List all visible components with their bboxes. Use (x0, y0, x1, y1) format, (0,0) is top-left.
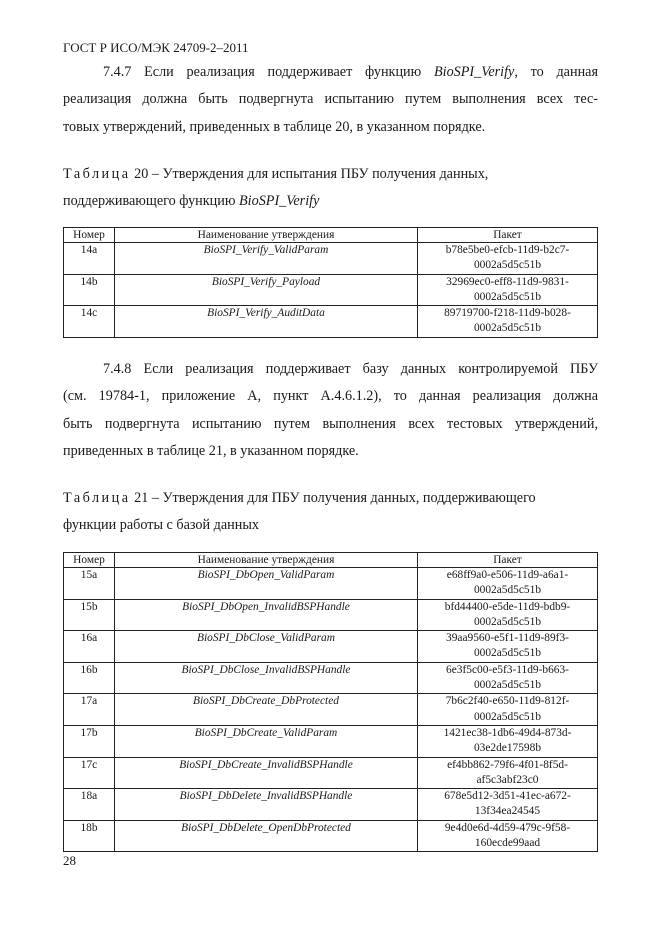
table-row (64, 306, 598, 338)
table-row (64, 568, 598, 600)
table-20 (63, 227, 598, 338)
cell-number: 16a (64, 631, 115, 663)
paragraph-line: 7.4.7 Если реализация поддерживает функцию BioSPI_Verify, то данная (103, 64, 598, 80)
cell-name: BioSPI_DbDelete_InvalidBSPHandle (115, 789, 418, 821)
table-21 (63, 552, 598, 852)
cell-package: 7b6c2f40-e650-11d9-812f- 0002a5d5c51b (418, 694, 598, 726)
cell-name: BioSPI_DbCreate_ValidParam (115, 725, 418, 757)
column-header-name: Наименование утверждения (115, 228, 418, 243)
cell-package: bfd44400-e5de-11d9-bdb9- 0002a5d5c51b (418, 599, 598, 631)
table-row (64, 662, 598, 694)
paragraph-line: товых утверждений, приведенных в таблице 20, в указанном порядке. (63, 118, 486, 135)
table-header-row (64, 553, 598, 568)
cell-package: 32969ec0-eff8-11d9-9831- 0002a5d5c51b (418, 274, 598, 306)
cell-package: 89719700-f218-11d9-b028- 0002a5d5c51b (418, 306, 598, 338)
cell-package: b78e5be0-efcb-11d9-b2c7- 0002a5d5c51b (418, 243, 598, 275)
column-header-number: Номер (64, 228, 115, 243)
table-row (64, 725, 598, 757)
cell-number: 18a (64, 789, 115, 821)
cell-package: 9e4d0e6d-4d59-479c-9f58- 160ecde99aad (418, 820, 598, 852)
cell-name: BioSPI_DbClose_ValidParam (115, 631, 418, 663)
cell-number: 14a (64, 243, 115, 275)
table-row (64, 631, 598, 663)
cell-name: BioSPI_DbClose_InvalidBSPHandle (115, 662, 418, 694)
table-row (64, 757, 598, 789)
table-21-caption: Таблица 21 – Утверждения для ПБУ получения данных, поддерживающего функции работы с базой данных (63, 490, 536, 534)
cell-number: 15a (64, 568, 115, 600)
table-row (64, 243, 598, 275)
cell-package: 39aa9560-e5f1-11d9-89f3- 0002a5d5c51b (418, 631, 598, 663)
column-header-number: Номер (64, 553, 115, 568)
paragraph-line: реализация должна быть подвергнута испытанию путем выполнения всех тес- (63, 91, 598, 108)
cell-name: BioSPI_DbDelete_OpenDbProtected (115, 820, 418, 852)
table-row (64, 694, 598, 726)
cell-name: BioSPI_Verify_AuditData (115, 306, 418, 338)
table-20-caption: Таблица 20 – Утверждения для испытания ПБУ получения данных, поддерживающего функцию BioSPI_Verify (63, 166, 489, 210)
paragraph-line: (см. 19784-1, приложение А, пункт А.4.6.1.2), то данная реализация должна (63, 388, 598, 405)
table-row (64, 820, 598, 852)
paragraph-line: приведенных в таблице 21, в указанном порядке. (63, 442, 359, 459)
cell-name: BioSPI_DbCreate_DbProtected (115, 694, 418, 726)
document-header: ГОСТ Р ИСО/МЭК 24709-2–2011 (63, 40, 249, 55)
cell-name: BioSPI_Verify_ValidParam (115, 243, 418, 275)
cell-number: 16b (64, 662, 115, 694)
paragraph-line: 7.4.8 Если реализация поддерживает базу данных контролируемой ПБУ (103, 361, 598, 377)
table-header-row (64, 228, 598, 243)
cell-number: 17b (64, 725, 115, 757)
cell-number: 14c (64, 306, 115, 338)
cell-name: BioSPI_DbCreate_InvalidBSPHandle (115, 757, 418, 789)
cell-package: ef4bb862-79f6-4f01-8f5d- af5c3abf23c0 (418, 757, 598, 789)
table-row (64, 789, 598, 821)
cell-number: 15b (64, 599, 115, 631)
cell-name: BioSPI_Verify_Payload (115, 274, 418, 306)
cell-package: e68ff9a0-e506-11d9-a6a1- 0002a5d5c51b (418, 568, 598, 600)
table-row (64, 599, 598, 631)
table-row (64, 274, 598, 306)
page-number: 28 (63, 853, 76, 868)
cell-package: 6e3f5c00-e5f3-11d9-b663- 0002a5d5c51b (418, 662, 598, 694)
paragraph-7-4-8 (63, 356, 598, 465)
cell-name: BioSPI_DbOpen_InvalidBSPHandle (115, 599, 418, 631)
cell-name: BioSPI_DbOpen_ValidParam (115, 568, 418, 600)
cell-number: 18b (64, 820, 115, 852)
cell-number: 17a (64, 694, 115, 726)
cell-number: 14b (64, 274, 115, 306)
cell-package: 678e5d12-3d51-41ec-a672- 13f34ea24545 (418, 789, 598, 821)
cell-package: 1421ec38-1db6-49d4-873d- 03e2de17598b (418, 725, 598, 757)
column-header-name: Наименование утверждения (115, 553, 418, 568)
column-header-package: Пакет (418, 553, 598, 568)
cell-number: 17c (64, 757, 115, 789)
column-header-package: Пакет (418, 228, 598, 243)
paragraph-line: быть подвергнута испытанию путем выполнения всех тестовых утверждений, (63, 415, 598, 432)
paragraph-7-4-7 (63, 59, 598, 141)
